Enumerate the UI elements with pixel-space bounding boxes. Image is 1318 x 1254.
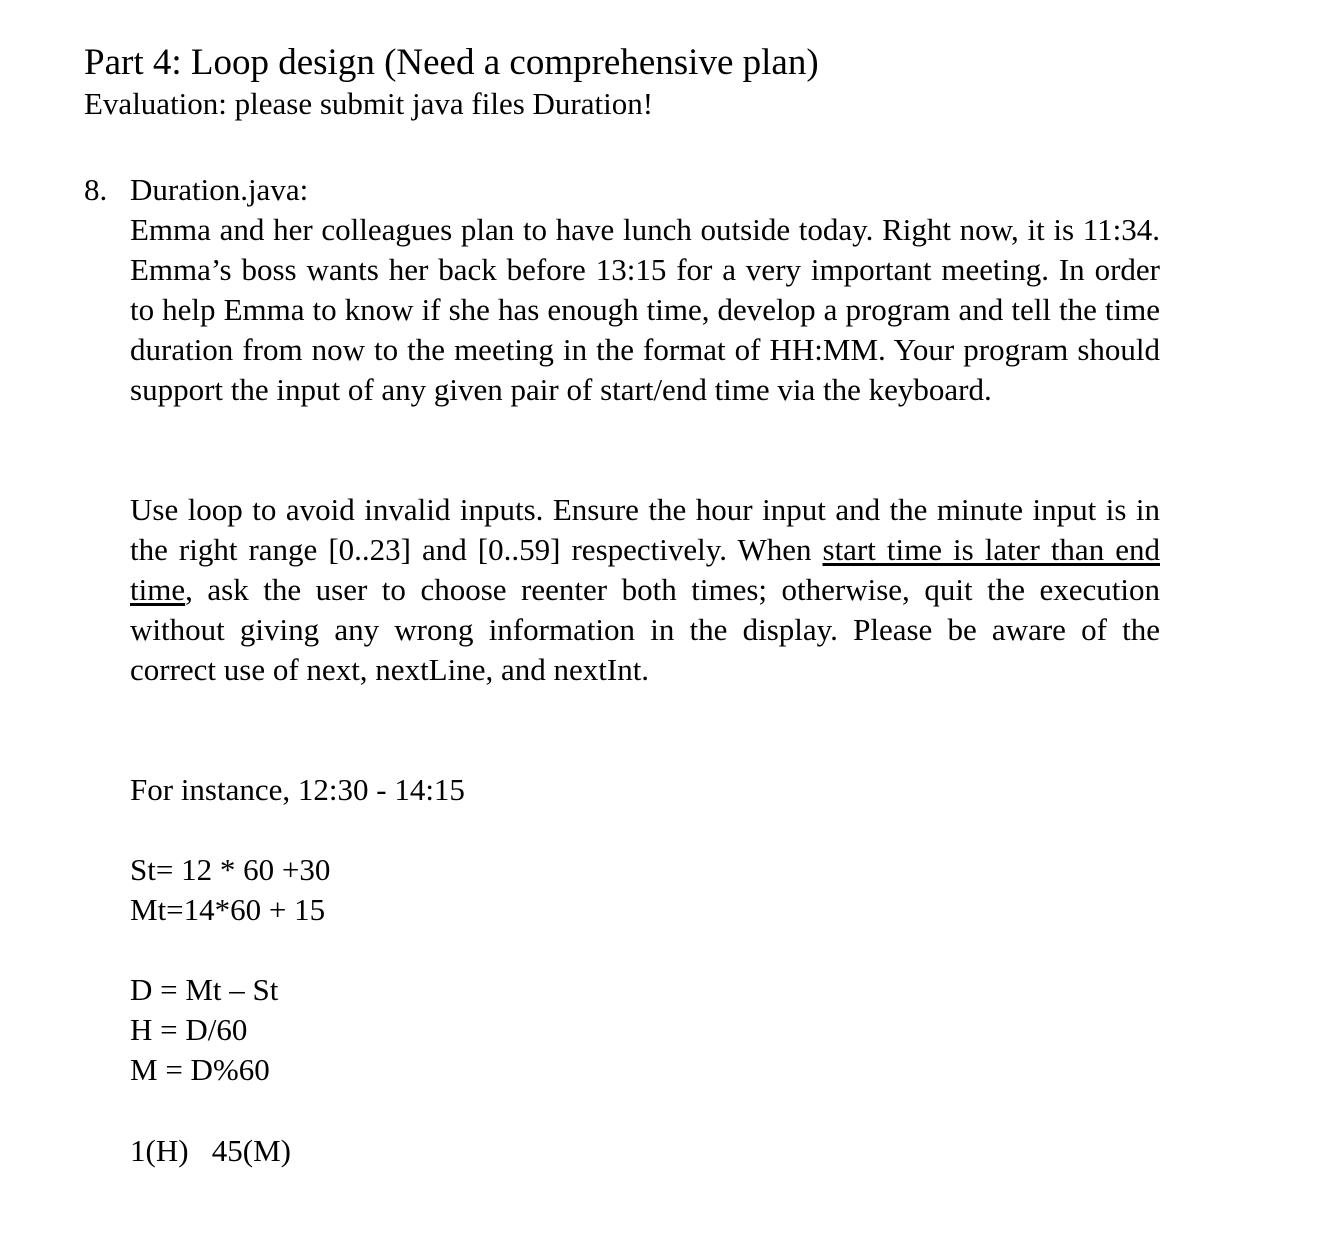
calc-start-minutes: St= 12 * 60 +30 [130,852,331,887]
task-number: 8. [84,172,108,207]
calc-end-minutes: Mt=14*60 + 15 [130,892,326,927]
example-line: For instance, 12:30 - 14:15 [130,772,465,807]
calc-hours: H = D/60 [130,1012,248,1047]
requirements-text-start: Use loop to avoid invalid inputs. Ensure the hour input and the minute input is in the right range [0..23] and [0..59] respectively. When [130,492,1160,567]
calc-difference: D = Mt – St [130,972,279,1007]
underlined-condition: start time is later than end time [130,532,1160,607]
task-filename: Duration.java: [130,172,309,207]
task-requirements [130,490,1160,690]
task-description: Emma and her colleagues plan to have lunch outside today. Right now, it is 11:34. Emma’s boss wants her back before 13:15 for a very important meeting. In order to help Emma to know if she has enough time, develop a program and tell the time duration from now to the meeting in the format of HH:MM. Your program should support the input of any given pair of start/end time via the keyboard. [130,212,1160,407]
example-result: 1(H) 45(M) [130,1133,291,1168]
calc-minutes: M = D%60 [130,1052,270,1087]
evaluation-line: Evaluation: please submit java files Duration! [84,86,654,121]
part-heading: Part 4: Loop design (Need a comprehensive plan) [84,42,819,83]
requirements-text-end: , ask the user to choose reenter both times; otherwise, quit the execution without giving any wrong information in the display. Please be aware of the correct use of next, nextLine, and nextInt. [130,572,1160,687]
